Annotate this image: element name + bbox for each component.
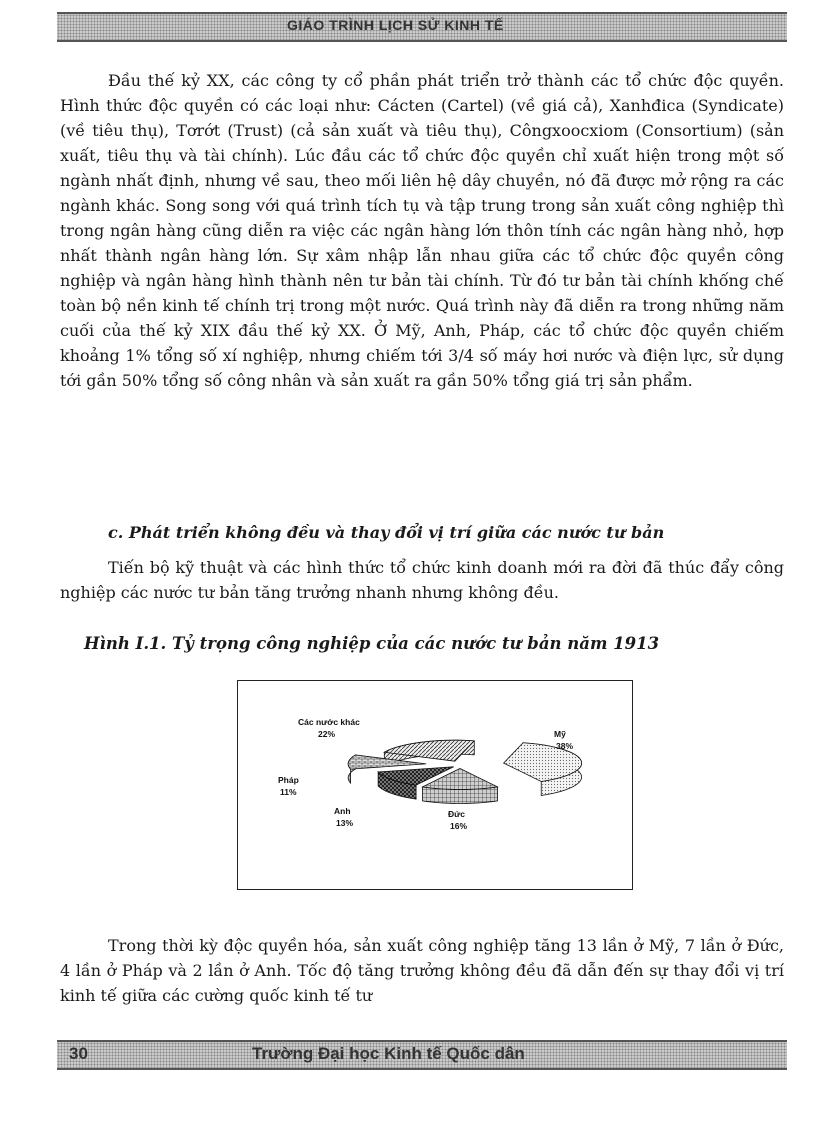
chart-label-4: Các nước khác	[298, 717, 360, 727]
pie-chart	[237, 680, 633, 890]
section-heading: c. Phát triển không đều và thay đổi vị trí giữa các nước tư bản	[108, 523, 665, 542]
footer-banner	[57, 1040, 787, 1070]
chart-label-3: Pháp	[278, 775, 299, 785]
chart-label-1: Đức	[448, 809, 466, 819]
paragraph-3: Trong thời kỳ độc quyền hóa, sản xuất công nghiệp tăng 13 lần ở Mỹ, 7 lần ở Đức, 4 lần ở Pháp và 2 lần ở Anh. Tốc độ tăng trưởng không đều đã dẫn đến sự thay đổi vị trí kinh tế giữa các cường quốc kinh tế tư	[60, 936, 784, 1005]
paragraph-2: Tiến bộ kỹ thuật và các hình thức tổ chức kinh doanh mới ra đời đã thúc đẩy công nghiệp các nước tư bản tăng trưởng nhanh nhưng không đều.	[60, 558, 784, 602]
paragraph-1: Đầu thế kỷ XX, các công ty cổ phần phát triển trở thành các tổ chức độc quyền. Hình thức độc quyền có các loại như: Cácten (Cartel) (về giá cả), Xanhđica (Syndicate) (về tiêu thụ), Tơrớt (Trust) (cả sản xuất và tiêu thụ), Côngxoocxiom (Consortium) (sản xuất, tiêu thụ và tài chính). Lúc đầu các tổ chức độc quyền chỉ xuất hiện trong một số ngành nhất định, nhưng về sau, theo mối liên hệ dây chuyền, nó đã được mở rộng ra các ngành khác. Song song với quá trình tích tụ và tập trung trong sản xuất công nghiệp thì trong ngân hàng cũng diễn ra việc các ngân hàng lớn thôn tính các ngân hàng nhỏ, hợp nhất thành ngân hàng lớn. Sự xâm nhập lẫn nhau giữa các tổ chức độc quyền công nghiệp và ngân hàng hình thành nên tư bản tài chính. Từ đó tư bản tài chính khống chế toàn bộ nền kinh tế chính trị trong một nước. Quá trình này đã diễn ra trong những năm cuối của thế kỷ XIX đầu thế kỷ XX. Ở Mỹ, Anh, Pháp, các tổ chức độc quyền chiếm khoảng 1% tổng số xí nghiệp, nhưng chiếm tới 3/4 số máy hơi nước và điện lực, sử dụng tới gần 50% tổng số công nhân và sản xuất ra gần 50% tổng giá trị sản phẩm.	[60, 71, 784, 390]
chart-value-4: 22%	[318, 729, 336, 739]
page-number: 30	[69, 1044, 88, 1063]
footer-publisher: Trường Đại học Kinh tế Quốc dân	[252, 1044, 525, 1063]
chart-value-2: 13%	[336, 818, 354, 828]
chart-label-0: Mỹ	[554, 729, 566, 739]
header-banner	[57, 12, 787, 42]
chart-value-0: 38%	[556, 741, 574, 751]
chart-label-2: Anh	[334, 806, 351, 816]
header-title: GIÁO TRÌNH LỊCH SỬ KINH TẾ	[287, 17, 504, 33]
figure-caption: Hình I.1. Tỷ trọng công nghiệp của các nước tư bản năm 1913	[84, 634, 660, 653]
pie-chart-svg	[238, 681, 632, 889]
chart-value-1: 16%	[450, 821, 468, 831]
chart-value-3: 11%	[280, 787, 297, 797]
